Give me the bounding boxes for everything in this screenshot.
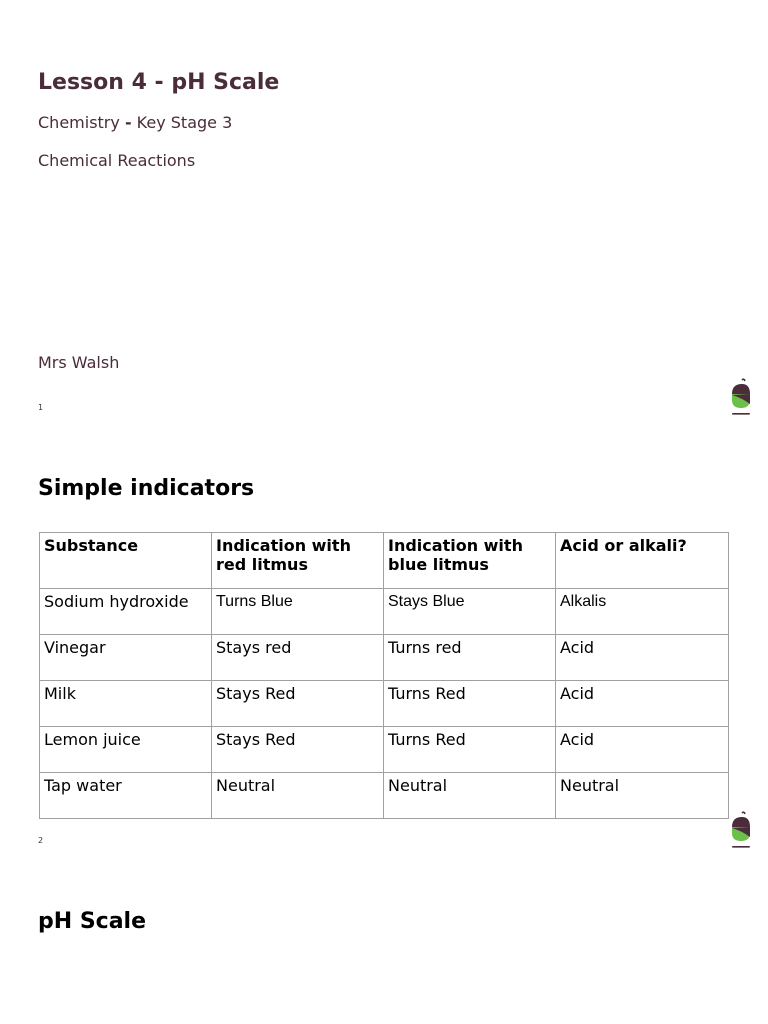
table-row xyxy=(40,635,729,681)
table-header-cell: Substance xyxy=(40,533,212,589)
table-cell: Turns Red xyxy=(384,727,556,773)
table-row xyxy=(40,681,729,727)
table-cell: Tap water xyxy=(40,773,212,819)
simple-indicators-heading: Simple indicators xyxy=(38,476,255,501)
table-cell: Acid xyxy=(556,681,729,727)
indicators-table xyxy=(39,532,729,819)
table-cell: Milk xyxy=(40,681,212,727)
subject-line xyxy=(38,113,232,132)
table-cell: Lemon juice xyxy=(40,727,212,773)
slide-number-1: 1 xyxy=(38,403,44,412)
lesson-title: Lesson 4 - pH Scale xyxy=(38,70,280,95)
table-cell: Acid xyxy=(556,635,729,681)
unit-name: Chemical Reactions xyxy=(38,151,196,170)
table-header-cell: Indication with blue litmus xyxy=(384,533,556,589)
table-cell: Stays Red xyxy=(212,681,384,727)
subject: Chemistry xyxy=(38,113,120,132)
table-cell: Neutral xyxy=(384,773,556,819)
acorn-logo-icon xyxy=(728,378,754,418)
table-cell: Neutral xyxy=(556,773,729,819)
key-stage: Key Stage 3 xyxy=(136,113,233,132)
ph-scale-heading: pH Scale xyxy=(38,909,147,934)
table-cell: Neutral xyxy=(212,773,384,819)
table-header-cell: Indication with red litmus xyxy=(212,533,384,589)
slide-number-2: 2 xyxy=(38,836,44,845)
table-cell: Turns red xyxy=(384,635,556,681)
subject-separator: - xyxy=(124,113,132,132)
table-row xyxy=(40,727,729,773)
table-cell: Turns Blue xyxy=(212,589,384,635)
table-cell: Alkalis xyxy=(556,589,729,635)
table-row xyxy=(40,589,729,635)
acorn-logo-icon xyxy=(728,811,754,851)
table-cell: Stays red xyxy=(212,635,384,681)
table-header-cell: Acid or alkali? xyxy=(556,533,729,589)
teacher-name: Mrs Walsh xyxy=(38,353,120,372)
table-cell: Turns Red xyxy=(384,681,556,727)
table-cell: Stays Blue xyxy=(384,589,556,635)
table-cell: Sodium hydroxide xyxy=(40,589,212,635)
table-header-row xyxy=(40,533,729,589)
table-cell: Vinegar xyxy=(40,635,212,681)
table-cell: Stays Red xyxy=(212,727,384,773)
table-cell: Acid xyxy=(556,727,729,773)
table-row xyxy=(40,773,729,819)
